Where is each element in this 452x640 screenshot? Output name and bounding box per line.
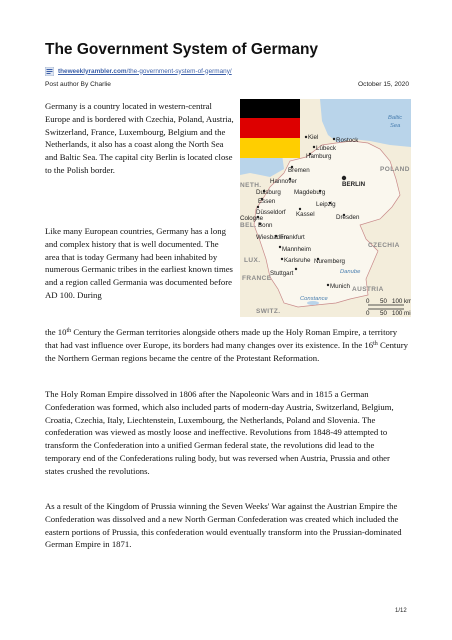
post-author: Post author By Charlie <box>45 81 111 88</box>
city-label-hannover: Hannover <box>270 178 297 185</box>
paragraph-1-text: Germany is a country located in western-central Europe and is bordered with Czechia, Poland, Austria, Switzerland, France, Luxembourg, Belgium and the Netherlands, it also has a coast along the North Sea and Baltic Sea. The capital city Berlin is located close to the Polish border. <box>45 101 234 175</box>
paragraph-3-text: The Holy Roman Empire dissolved in 1806 after the Napoleonic Wars and in 1815 a German Confederation was formed, which also included parts of modern-day Austria, Switzerland, Belgium, Croatia, Czechia, Italy, Liechtenstein, Luxembourg, the Netherlands, Poland and Slovenia. The confederation was viewed as mostly loose and ineffective. Revolutions from 1848-49 attempted to transform the Confederation into a unified German federal state, the revolutions did lead to the temporary end of the Confederations ruling body, but was reversed when Austria, Prussia and other states crushed the revolutions. <box>45 389 394 476</box>
river-label-danube: Danube <box>340 269 361 275</box>
post-meta <box>45 81 409 88</box>
source-link-row[interactable] <box>45 64 232 78</box>
source-domain-link[interactable]: theweeklyrambler.com <box>58 67 127 75</box>
superscript: th <box>373 340 378 347</box>
paragraph-prussia <box>45 500 411 551</box>
germany-map-figure <box>240 99 411 317</box>
city-label-karlsruhe: Karlsruhe <box>284 257 311 264</box>
city-label-munich: Munich <box>330 283 350 290</box>
city-label-nuremberg: Nuremberg <box>314 258 345 265</box>
city-label-magdeburg: Magdeburg <box>294 189 326 196</box>
country-label-france: FRANCE <box>242 275 272 282</box>
article-title: The Government System of Germany <box>45 41 319 58</box>
source-path-link[interactable]: /the-government-system-of-germany/ <box>126 67 232 75</box>
city-label-lubeck: Lübeck <box>316 145 336 152</box>
scale-km-50: 50 <box>380 298 387 305</box>
text-span: the 10 <box>45 327 67 337</box>
scale-mi-0: 0 <box>366 310 370 317</box>
city-label-wiesbaden: Wiesbaden <box>256 234 287 241</box>
city-label-bremen: Bremen <box>288 167 310 174</box>
country-label-czechia: CZECHIA <box>368 242 400 249</box>
sea-label-baltic: Baltic <box>388 115 403 121</box>
germany-map <box>240 99 411 317</box>
country-label-switz: SWITZ. <box>256 308 281 315</box>
city-label-kassel: Kassel <box>296 211 315 218</box>
city-label-dusseldorf: Düsseldorf <box>256 209 286 216</box>
text-span: Century the German territories alongside others made up the Holy Roman Empire, a territory that had vast influence over Europe, its borders had many changes over its existence. In the 16 <box>45 327 398 350</box>
paragraph-confederation <box>45 388 411 478</box>
lake-label-constance: Constance <box>300 296 328 302</box>
city-label-leipzig: Leipzig <box>316 201 336 208</box>
text-span: Century the Northern German regions became the centre of the Protestant Reformation. <box>45 339 408 363</box>
paragraph-4-text: As a result of the Kingdom of Prussia winning the Seven Weeks' War against the Austrian Empire the Confederation was dissolved and a new North German Confederation was created which included the eastern portions of Prussia, this confederation would eventually transform into the Prussian-dominated German Empire in 1871. <box>45 501 402 550</box>
post-date: October 15, 2020 <box>358 81 409 88</box>
country-label-lux: LUX. <box>244 257 261 264</box>
scale-km-0: 0 <box>366 298 370 305</box>
city-label-dresden: Dresden <box>336 214 360 221</box>
flag-stripe-red <box>240 118 300 138</box>
country-label-poland: POLAND <box>380 166 410 173</box>
city-label-cologne: Cologne <box>240 215 264 222</box>
city-label-kiel: Kiel <box>308 134 319 141</box>
sea-label-sea: Sea <box>390 123 401 129</box>
paragraph-2-continued-text <box>45 326 411 364</box>
scale-km-100: 100 km <box>392 298 411 305</box>
city-label-duisburg: Duisburg <box>256 189 281 196</box>
superscript: th <box>66 328 72 334</box>
city-label-berlin: BERLIN <box>342 181 366 188</box>
city-label-essen: Essen <box>258 198 276 205</box>
country-label-austria: AUSTRIA <box>352 286 384 293</box>
city-label-mannheim: Mannheim <box>282 246 311 253</box>
paragraph-geography <box>45 100 235 177</box>
flag-stripe-gold <box>240 138 300 158</box>
city-label-rostock: Rostock <box>336 137 359 144</box>
paragraph-history-continued <box>45 326 411 364</box>
paragraph-history-start <box>45 225 235 302</box>
page-number: 1/12 <box>395 608 407 614</box>
site-favicon-icon <box>45 67 54 76</box>
city-label-bonn: Bonn <box>258 222 273 229</box>
country-label-neth: NETH. <box>240 182 262 189</box>
country-label-bel: BEL. <box>240 222 257 229</box>
scale-mi-100: 100 mi <box>392 310 411 317</box>
city-label-hamburg: Hamburg <box>306 153 332 160</box>
paragraph-2-text: Like many European countries, Germany has a long and complex history that is well documented. The area that is today Germany had been inhabited by numerous Germanic tribes in the earliest known times and a region called Germania was documented before AD 100. During <box>45 226 233 300</box>
city-label-frankfurt: Frankfurt <box>280 234 305 241</box>
flag-stripe-black <box>240 99 300 118</box>
city-label-stuttgart: Stuttgart <box>270 270 294 277</box>
scale-mi-50: 50 <box>380 310 387 317</box>
